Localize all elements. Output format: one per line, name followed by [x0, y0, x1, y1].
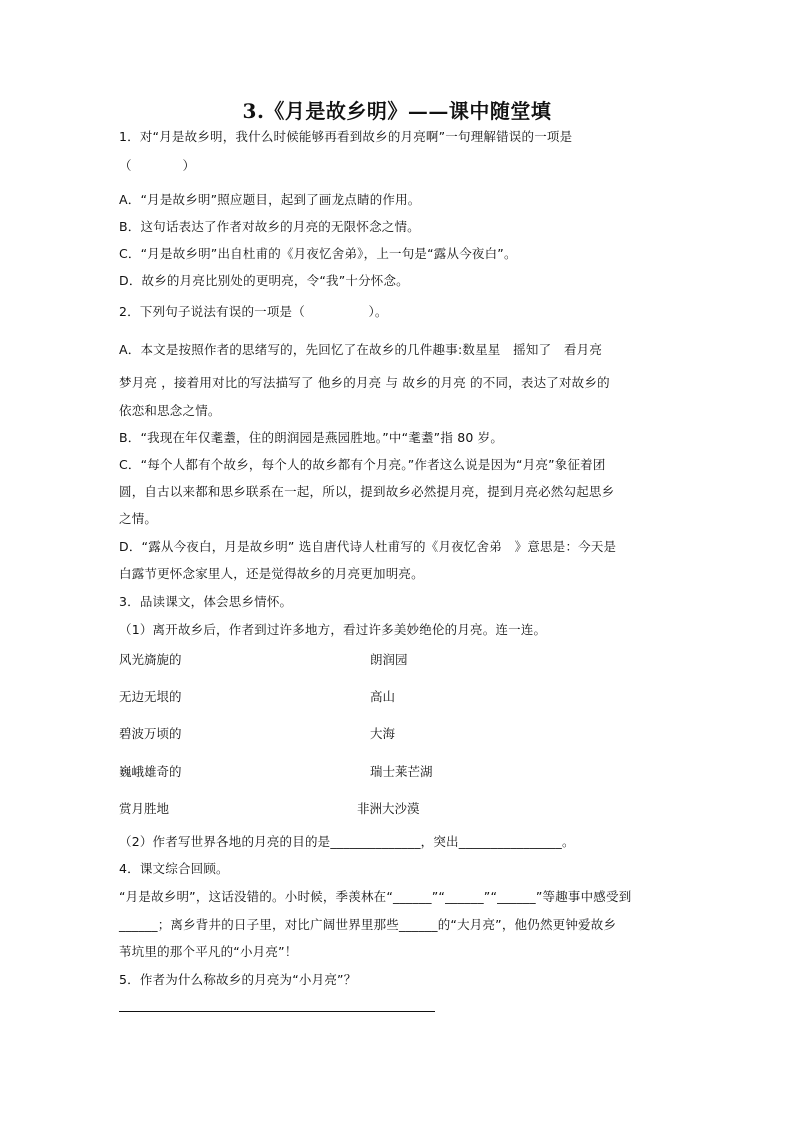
q1-answer-paren: （ ）	[119, 158, 196, 173]
q5-stem: 5．作者为什么称故乡的月亮为“小月亮”？	[119, 972, 357, 987]
q2-option-a-line2: 梦月亮 ，接着用对比的写法描写了 他乡的月亮 与 故乡的月亮 的不同，表达了对故乡的	[119, 375, 610, 390]
q5-answer-line	[119, 1011, 435, 1012]
match-right-item: 瑞士莱芒湖	[370, 764, 433, 779]
q4-passage-line1: “月是故乡明”，这话没错的。小时候，季羡林在“______”“______”“______”等趣事中感受到	[119, 889, 632, 904]
q1-stem: 1．对“月是故乡明，我什么时候能够再看到故乡的月亮啊”一句理解错误的一项是	[119, 129, 573, 144]
q2-option-a-line3: 依恋和思念之情。	[119, 403, 221, 418]
q2-option-d-line1: D．“露从今夜白，月是故乡明” 选自唐代诗人杜甫写的《月夜忆舍弟 》意思是：今天是	[119, 539, 617, 554]
q1-option-c: C．“月是故乡明”出自杜甫的《月夜忆舍弟》，上一句是“露从今夜白”。	[119, 246, 517, 261]
match-left-item: 无边无垠的	[119, 689, 182, 704]
q1-option-a: A．“月是故乡明”照应题目，起到了画龙点睛的作用。	[119, 192, 421, 207]
match-right-item: 非洲大沙漠	[357, 801, 420, 816]
match-left-item: 巍峨雄奇的	[119, 764, 182, 779]
q3-sub2: （2）作者写世界各地的月亮的目的是______________，突出________________。	[119, 834, 575, 849]
q4-stem: 4．课文综合回顾。	[119, 861, 229, 876]
match-left-item: 赏月胜地	[119, 801, 170, 816]
q2-option-c-line3: 之情。	[119, 511, 158, 526]
q3-stem: 3．品读课文，体会思乡情怀。	[119, 594, 293, 609]
match-right-item: 朗润园	[370, 652, 408, 667]
q1-option-b: B．这句话表达了作者对故乡的月亮的无限怀念之情。	[119, 219, 420, 234]
q4-passage-line3: 苇坑里的那个平凡的“小月亮”！	[119, 944, 298, 959]
q3-sub1: （1）离开故乡后，作者到过许多地方，看过许多美妙绝伦的月亮。连一连。	[119, 622, 547, 637]
match-left-item: 碧波万顷的	[119, 726, 182, 741]
page-title: 3.《月是故乡明》——课中随堂填	[242, 99, 552, 123]
q4-passage-line2: ______；离乡背井的日子里，对比广阔世界里那些______的“大月亮”，他仍然更钟爱故乡	[119, 917, 617, 932]
q1-option-d: D．故乡的月亮比别处的更明亮，令“我”十分怀念。	[119, 273, 409, 288]
q2-option-d-line2: 白露节更怀念家里人，还是觉得故乡的月亮更加明亮。	[119, 566, 424, 581]
match-left-item: 风光旖旎的	[119, 652, 182, 667]
match-right-item: 高山	[370, 689, 396, 704]
q2-stem: 2．下列句子说法有误的一项是（ ）。	[119, 304, 388, 319]
q2-option-c-line1: C．“每个人都有个故乡，每个人的故乡都有个月亮。”作者这么说是因为“月亮”象征着团	[119, 457, 606, 472]
q2-option-a-line1: A．本文是按照作者的思绪写的，先回忆了在故乡的几件趣事:数星星 摇知了 看月亮	[119, 342, 603, 357]
match-right-item: 大海	[370, 726, 396, 741]
q2-option-c-line2: 圆，自古以来都和思乡联系在一起，所以，提到故乡必然提月亮，提到月亮必然勾起思乡	[119, 484, 615, 499]
q2-option-b: B．“我现在年仅耄耋，住的朗润园是燕园胜地。”中“耄耋”指 80 岁。	[119, 430, 504, 445]
